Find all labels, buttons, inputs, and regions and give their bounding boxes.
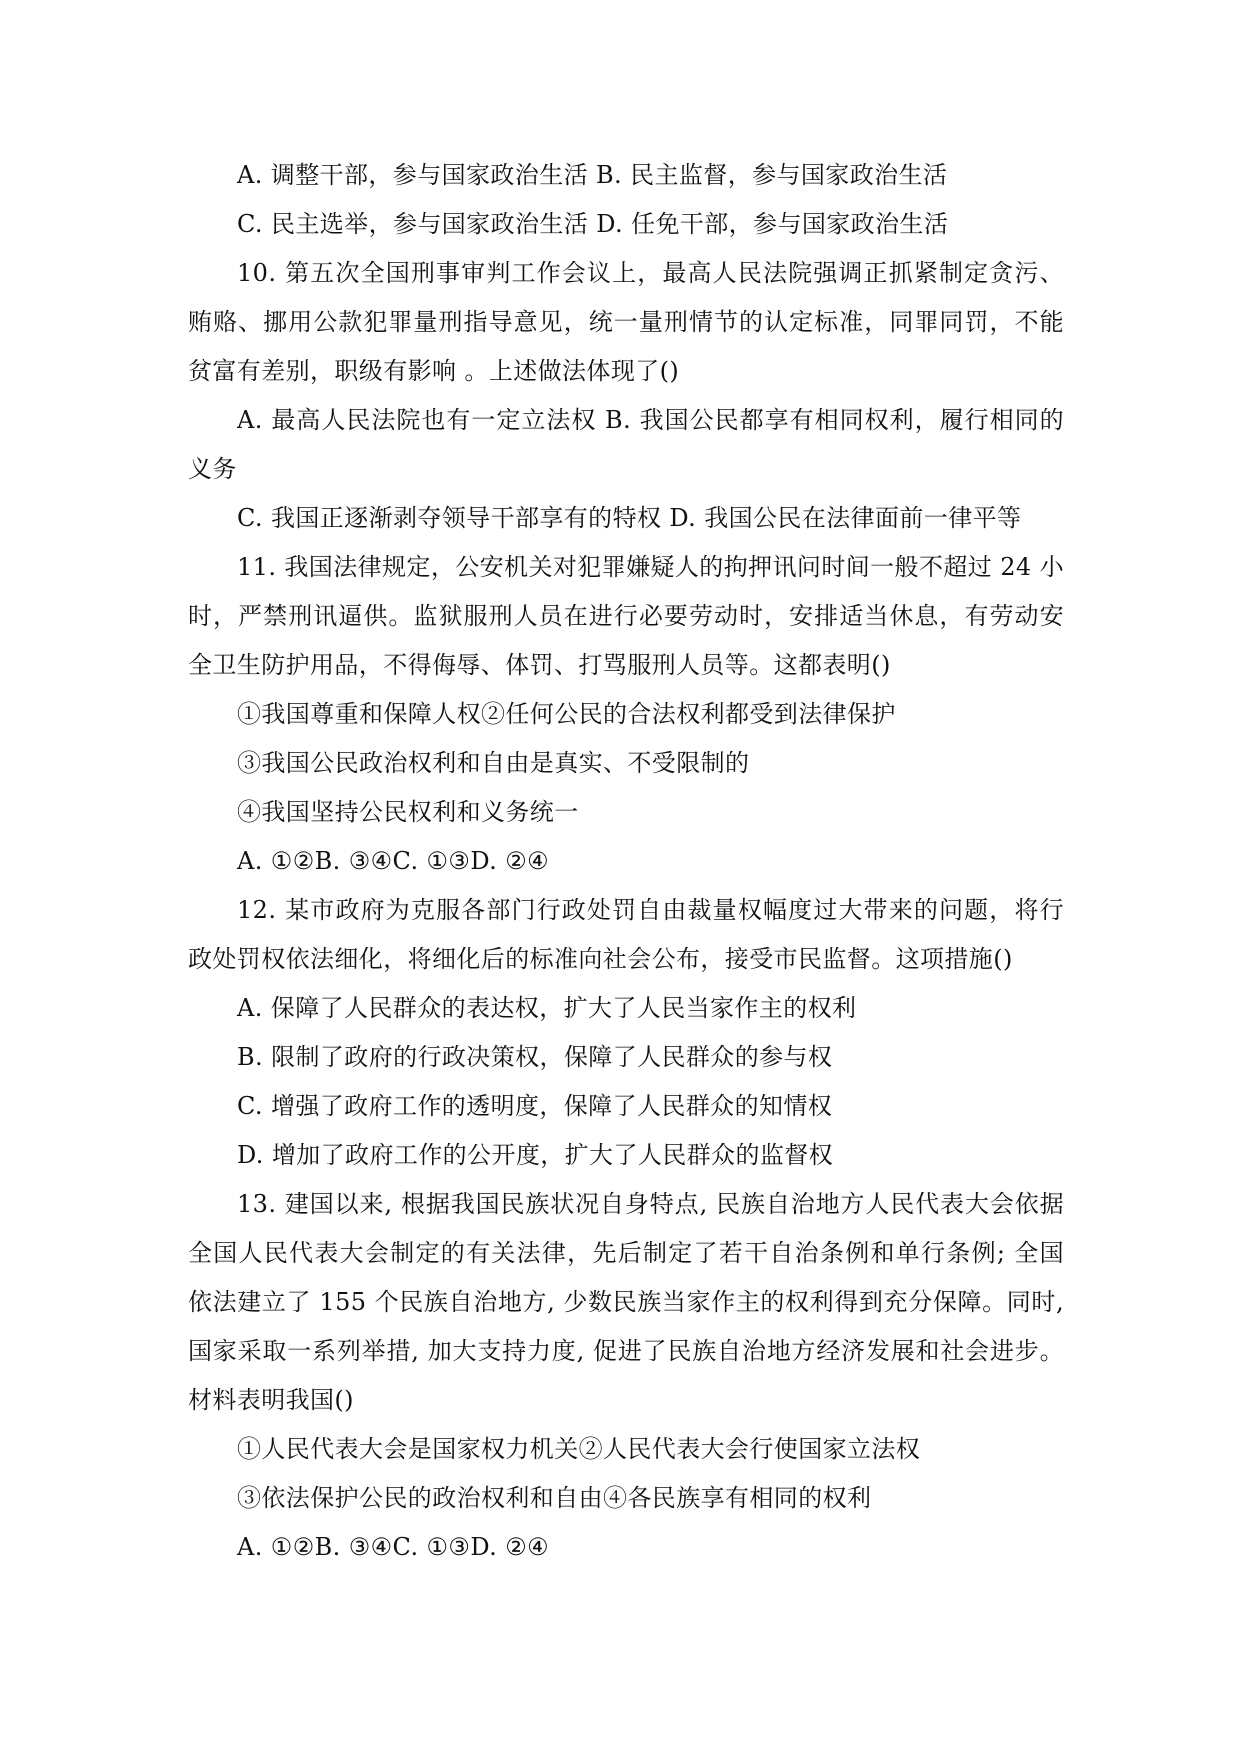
q10-stem-line-1: 10. 第五次全国刑事审判工作会议上，最高人民法院强调正抓紧制定贪污、	[237, 259, 1064, 287]
q10-options-cd: C. 我国正逐渐剥夺领导干部享有的特权 D. 我国公民在法律面前一律平等	[237, 504, 1022, 532]
q12-stem-line-2: 政处罚权依法细化，将细化后的标准向社会公布，接受市民监督。这项措施()	[188, 945, 1013, 973]
q11-statements-1-2: ①我国尊重和保障人权②任何公民的合法权利都受到法律保护	[237, 700, 896, 728]
q10-stem-line-2: 贿赂、挪用公款犯罪量刑指导意见，统一量刑情节的认定标准，同罪同罚，不能	[188, 308, 1064, 336]
q11-statement-3: ③我国公民政治权利和自由是真实、不受限制的	[237, 749, 750, 777]
q13-stem-line-2: 全国人民代表大会制定的有关法律，先后制定了若干自治条例和单行条例; 全国	[188, 1239, 1064, 1267]
q11-options: A. ①②B. ③④C. ①③D. ②④	[237, 847, 550, 875]
q13-stem-line-4: 国家采取一系列举措, 加大支持力度, 促进了民族自治地方经济发展和社会进步。	[188, 1337, 1064, 1365]
q11-stem-line-2: 时，严禁刑讯逼供。监狱服刑人员在进行必要劳动时，安排适当休息，有劳动安	[188, 602, 1064, 630]
q12-option-a: A. 保障了人民群众的表达权，扩大了人民当家作主的权利	[237, 994, 857, 1022]
q9-options-ab: A. 调整干部，参与国家政治生活 B. 民主监督，参与国家政治生活	[237, 161, 948, 189]
q9-options-cd: C. 民主选举，参与国家政治生活 D. 任免干部，参与国家政治生活	[237, 210, 949, 238]
q13-statements-1-2: ①人民代表大会是国家权力机关②人民代表大会行使国家立法权	[237, 1435, 921, 1463]
q11-stem-line-1: 11. 我国法律规定，公安机关对犯罪嫌疑人的拘押讯问时间一般不超过 24 小	[237, 553, 1064, 581]
q12-option-b: B. 限制了政府的行政决策权，保障了人民群众的参与权	[237, 1043, 833, 1071]
q11-statement-4: ④我国坚持公民权利和义务统一	[237, 798, 579, 826]
q13-stem-line-3: 依法建立了 155 个民族自治地方, 少数民族当家作主的权利得到充分保障。同时,	[188, 1288, 1064, 1316]
q13-options: A. ①②B. ③④C. ①③D. ②④	[237, 1533, 550, 1561]
q12-option-d: D. 增加了政府工作的公开度，扩大了人民群众的监督权	[237, 1141, 834, 1169]
q12-stem-line-1: 12. 某市政府为克服各部门行政处罚自由裁量权幅度过大带来的问题，将行	[237, 896, 1064, 924]
q13-stem-line-5: 材料表明我国()	[188, 1386, 354, 1414]
q10-options-ab-line-2: 义务	[188, 455, 237, 483]
q13-stem-line-1: 13. 建国以来, 根据我国民族状况自身特点, 民族自治地方人民代表大会依据	[237, 1190, 1064, 1218]
q10-stem-line-3: 贫富有差别，职级有影响 。上述做法体现了()	[188, 357, 680, 385]
q13-statements-3-4: ③依法保护公民的政治权利和自由④各民族享有相同的权利	[237, 1484, 872, 1512]
q10-options-ab-line-1: A. 最高人民法院也有一定立法权 B. 我国公民都享有相同权利，履行相同的	[237, 406, 1064, 434]
q12-option-c: C. 增强了政府工作的透明度，保障了人民群众的知情权	[237, 1092, 833, 1120]
q11-stem-line-3: 全卫生防护用品，不得侮辱、体罚、打骂服刑人员等。这都表明()	[188, 651, 891, 679]
